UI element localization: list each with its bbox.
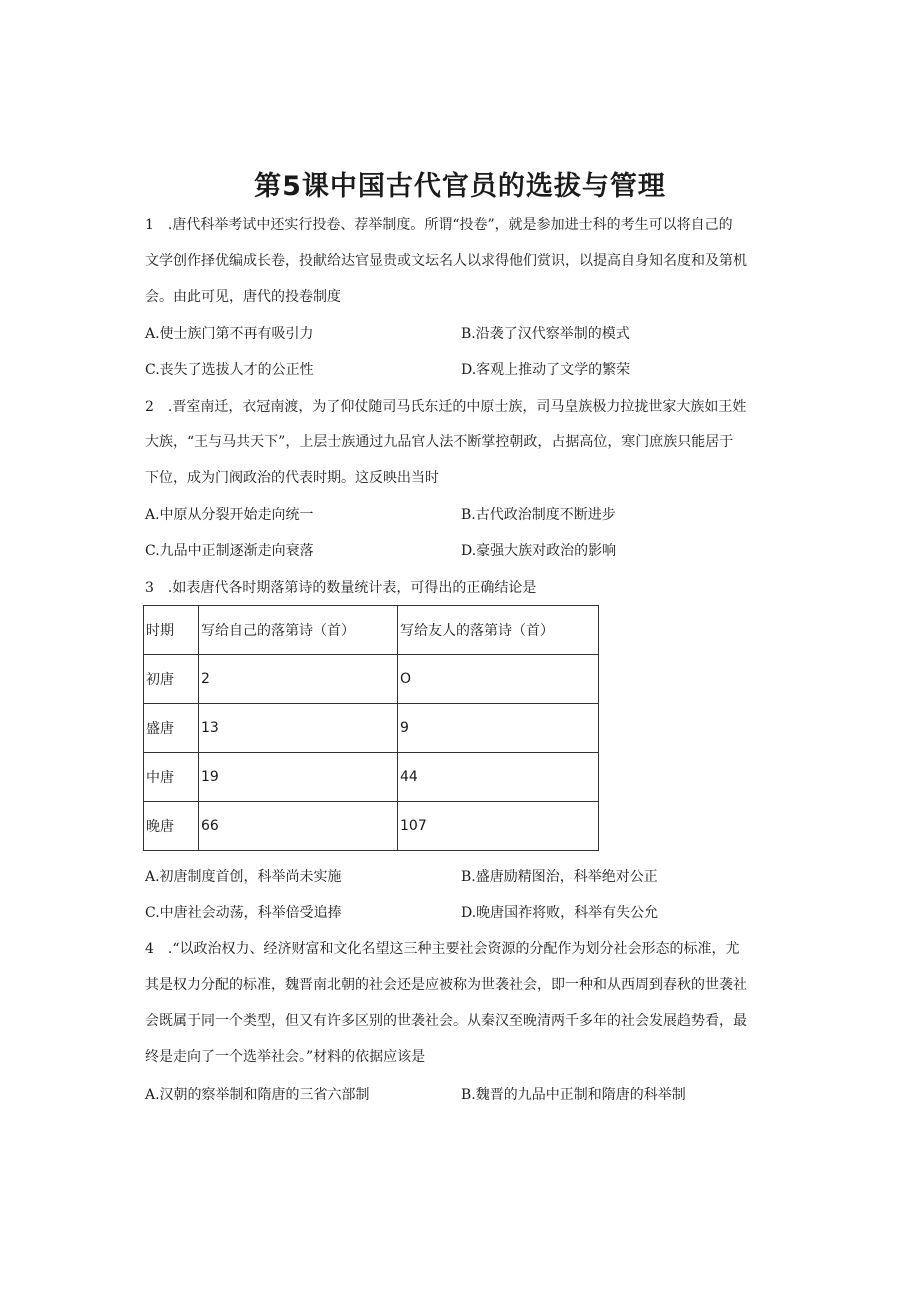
- q3-option-d: D.晚唐国祚将败，科举有失公允: [461, 905, 659, 921]
- table-cell: O: [398, 655, 599, 704]
- table-header-cell: 写给友人的落第诗（首）: [398, 606, 599, 655]
- table-cell: 9: [398, 704, 599, 753]
- q3-option-a: A.初唐制度首创，科举尚未实施: [145, 869, 342, 885]
- q2-option-c: C.九品中正制逐渐走向衰落: [145, 543, 314, 559]
- table-cell: 晚唐: [144, 802, 199, 851]
- q1-line-3: 会。由此可见，唐代的投卷制度: [145, 289, 341, 305]
- q4-line-2: 其是权力分配的标准，魏晋南北朝的社会还是应被称为世袭社会，即一种和从西周到春秋的世袭社: [145, 977, 747, 993]
- q2-line-1: 2 .晋室南迁，衣冠南渡，为了仰仗随司马氏东迁的中原士族，司马皇族极力拉拢世家大族如王姓: [145, 399, 747, 415]
- q1-line-2: 文学创作择优编成长卷，投献给达官显贵或文坛名人以求得他们赏识，以提高自身知名度和及第机: [145, 253, 747, 269]
- table-cell: 107: [398, 802, 599, 851]
- table-header-row: [144, 606, 599, 655]
- poem-count-table: [143, 605, 599, 851]
- q3-option-c: C.中唐社会动荡，科举倍受追捧: [145, 905, 342, 921]
- table-cell: 初唐: [144, 655, 199, 704]
- table-cell: 盛唐: [144, 704, 199, 753]
- table-cell: 13: [199, 704, 398, 753]
- table-row: [144, 704, 599, 753]
- q1-option-b: B.沿袭了汉代察举制的模式: [461, 326, 630, 342]
- q2-option-b: B.古代政治制度不断进步: [461, 507, 616, 523]
- q2-option-a: A.中原从分裂开始走向统一: [145, 507, 314, 523]
- q1-option-a: A.使士族门第不再有吸引力: [145, 326, 314, 342]
- q4-line-1: 4 .“以政治权力、经济财富和文化名望这三种主要社会资源的分配作为划分社会形态的标准，尤: [145, 941, 740, 957]
- q4-line-4: 终是走向了一个选举社会。”材料的依据应该是: [145, 1049, 426, 1065]
- table-row: [144, 753, 599, 802]
- q3-option-b: B.盛唐励精图治，科举绝对公正: [461, 869, 658, 885]
- page-title: 第5课中国古代官员的选拔与管理: [254, 171, 666, 202]
- table-cell: 2: [199, 655, 398, 704]
- table-cell: 19: [199, 753, 398, 802]
- q4-line-3: 会既属于同一个类型，但又有许多区别的世袭社会。从秦汉至晚清两千多年的社会发展趋势看，最: [145, 1013, 747, 1029]
- table-row: [144, 802, 599, 851]
- q4-option-b: B.魏晋的九品中正制和隋唐的科举制: [461, 1087, 686, 1103]
- table-row: [144, 655, 599, 704]
- table-header-cell: 时期: [144, 606, 199, 655]
- q2-line-3: 下位，成为门阀政治的代表时期。这反映出当时: [145, 470, 439, 486]
- q1-option-d: D.客观上推动了文学的繁荣: [461, 362, 631, 378]
- table-header-cell: 写给自己的落第诗（首）: [199, 606, 398, 655]
- q3-line-1: 3 .如表唐代各时期落第诗的数量统计表，可得出的正确结论是: [145, 580, 537, 596]
- table-cell: 66: [199, 802, 398, 851]
- q1-option-c: C.丧失了选拔人才的公正性: [145, 362, 314, 378]
- q1-line-1: 1 .唐代科举考试中还实行投卷、荐举制度。所谓“投卷”，就是参加进士科的考生可以将自己的: [145, 217, 733, 233]
- q4-option-a: A.汉朝的察举制和隋唐的三省六部制: [145, 1087, 370, 1103]
- table-cell: 中唐: [144, 753, 199, 802]
- table-cell: 44: [398, 753, 599, 802]
- q2-line-2: 大族，“王与马共天下”，上层士族通过九品官人法不断掌控朝政，占据高位，寒门庶族只能居于: [145, 434, 734, 450]
- q2-option-d: D.豪强大族对政治的影响: [461, 543, 617, 559]
